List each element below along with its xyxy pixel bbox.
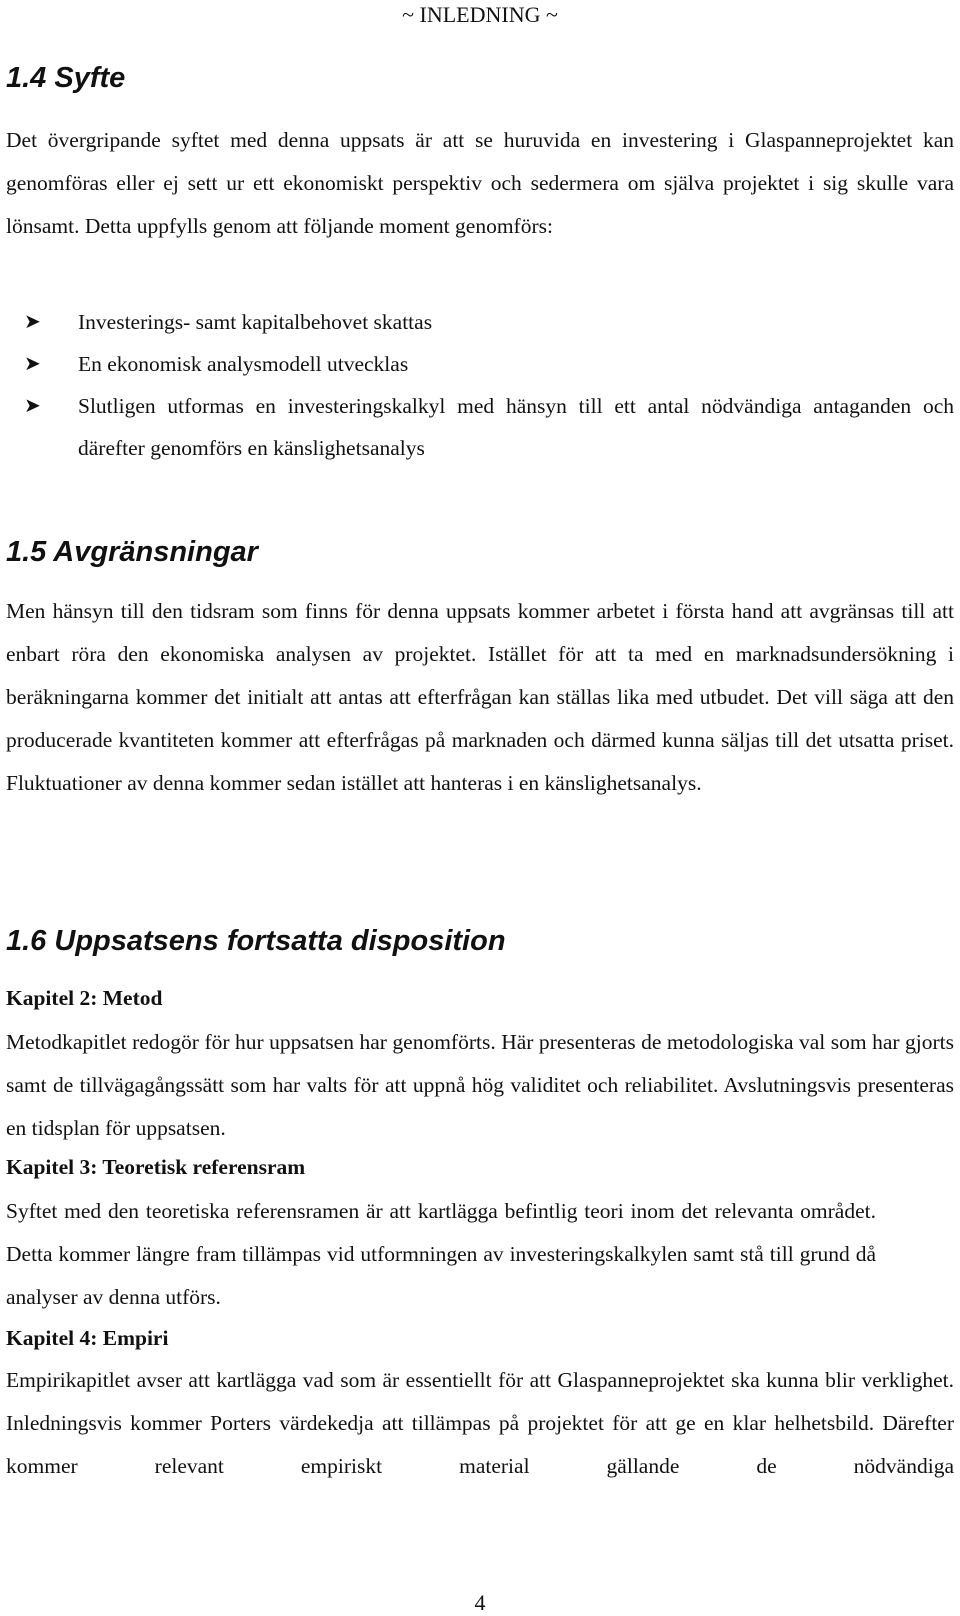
list-item-text: Slutligen utformas en investeringskalkyl med hänsyn till ett antal nödvändiga antaganden och därefter genomförs en känslighetsanalys [78,394,954,460]
moment-list [6,301,954,469]
chapter-4-text: Empirikapitlet avser att kartlägga vad som är essentiellt för att Glaspanneprojektet ska kunna blir verklighet. Inledningsvis kommer Porters värdekedja att tillämpas på projektet för att ge en klar helhetsbild. Därefter kommer relevant empiriskt material gällande de nödvändiga [6,1368,954,1478]
list-item-text: En ekonomisk analysmodell utvecklas [78,352,409,376]
list-item [6,301,954,343]
avgransningar-paragraph: Men hänsyn till den tidsram som finns för denna uppsats kommer arbetet i första hand att avgränsas till att enbart röra den ekonomiska analysen av projektet. Istället för att ta med en marknadsundersökning i beräkningarna kommer det initialt att antas att efterfrågan kan ställas lika med utbudet. Det vill säga att den producerade kvantiteten kommer att efterfrågas på marknaden och därmed kunna säljas till det utsatta priset. Fluktuationer av denna kommer sedan istället att hanteras i en känslighetsanalys. [6,599,954,795]
arrow-bullet-icon: ➤ [24,353,41,375]
arrow-bullet-icon: ➤ [24,395,41,417]
list-item-text: Investerings- samt kapitalbehovet skattas [78,310,433,334]
chapter-4-title: Kapitel 4: Empiri [6,1326,169,1350]
list-item [6,385,954,469]
heading-avgransningar: 1.5 Avgränsningar [6,536,258,568]
list-item [6,343,954,385]
chapter-2-text: Metodkapitlet redogör för hur uppsatsen har genomförts. Här presenteras de metodologiska val som har gjorts samt de tillvägagångssätt som har valts för att uppnå hög validitet och reliabilitet. Avslutningsvis presenteras en tidsplan för uppsatsen. [6,1030,954,1140]
chapter-3-text: Syftet med den teoretiska referensramen är att kartlägga befintlig teori inom det relevanta området. Detta kommer längre fram tillämpas vid utformningen av investeringskalkylen samt stå till grund då analyser av denna utförs. [6,1199,876,1309]
running-header: ~ INLEDNING ~ [402,2,558,27]
page-number: 4 [474,1590,486,1615]
syfte-paragraph: Det övergripande syftet med denna uppsats är att se huruvida en investering i Glaspanneprojektet kan genomföras eller ej sett ur ett ekonomiskt perspektiv och sedermera om själva projektet i sig skulle vara lönsamt. Detta uppfylls genom att följande moment genomförs: [6,128,954,238]
chapter-2-title: Kapitel 2: Metod [6,986,163,1010]
heading-disposition: 1.6 Uppsatsens fortsatta disposition [6,925,506,957]
heading-syfte: 1.4 Syfte [6,62,126,94]
arrow-bullet-icon: ➤ [24,311,41,333]
chapter-3-title: Kapitel 3: Teoretisk referensram [6,1155,306,1179]
